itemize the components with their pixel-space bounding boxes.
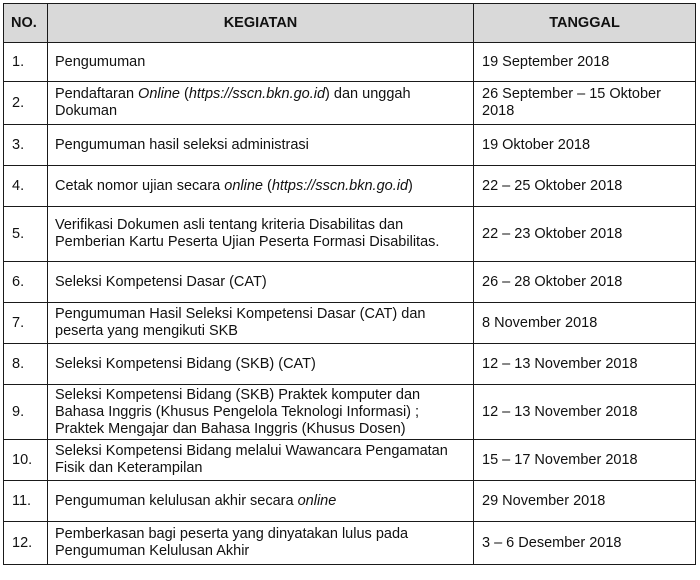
table-row	[4, 82, 696, 125]
row-number: 3.	[4, 125, 48, 166]
kegiatan-text: Pengumuman kelulusan akhir secara	[55, 492, 298, 509]
row-number: 1.	[4, 43, 48, 82]
row-number: 4.	[4, 166, 48, 207]
row-number: 8.	[4, 344, 48, 385]
row-kegiatan	[48, 262, 474, 303]
table-row	[4, 125, 696, 166]
kegiatan-text: ) dan unggah Dokuman	[55, 86, 411, 119]
row-kegiatan	[48, 43, 474, 82]
row-number: 9.	[4, 385, 48, 440]
kegiatan-text: Pemberkasan bagi peserta yang dinyatakan lulus pada Pengumuman Kelulusan Akhir	[55, 526, 409, 559]
table-row	[4, 262, 696, 303]
row-number: 5.	[4, 207, 48, 262]
row-number: 10.	[4, 440, 48, 481]
table-row	[4, 166, 696, 207]
table-row	[4, 440, 696, 481]
kegiatan-italic-text: https://sscn.bkn.go.id	[188, 86, 326, 102]
header-no: NO.	[4, 4, 48, 43]
header-tanggal: TANGGAL	[474, 4, 696, 43]
kegiatan-text: Pengumuman Hasil Seleksi Kompetensi Dasar (CAT) dan peserta yang mengikuti SKB	[55, 306, 426, 339]
row-kegiatan	[48, 125, 474, 166]
row-kegiatan	[48, 385, 474, 440]
kegiatan-italic-text: online	[224, 177, 263, 194]
kegiatan-text: (	[179, 86, 189, 102]
row-tanggal: 12 – 13 November 2018	[474, 344, 696, 385]
kegiatan-text: Pendaftaran	[55, 86, 139, 102]
kegiatan-text: )	[408, 177, 413, 194]
kegiatan-italic-text: https://sscn.bkn.go.id	[271, 177, 409, 194]
table-row	[4, 522, 696, 565]
table-row	[4, 385, 696, 440]
table-row	[4, 43, 696, 82]
kegiatan-text: (	[262, 177, 272, 194]
header-kegiatan: KEGIATAN	[48, 4, 474, 43]
row-tanggal: 26 September – 15 Oktober 2018	[474, 82, 696, 125]
row-kegiatan	[48, 481, 474, 522]
table-row	[4, 481, 696, 522]
kegiatan-text: Seleksi Kompetensi Bidang (SKB) Praktek komputer dan Bahasa Inggris (Khusus Pengelola Teknologi Informasi) ; Praktek Mengajar dan Bahasa Inggris (Khusus Dosen)	[55, 386, 421, 437]
kegiatan-italic-text: online	[297, 492, 337, 509]
table-row	[4, 303, 696, 344]
row-tanggal: 22 – 23 Oktober 2018	[474, 207, 696, 262]
kegiatan-text: Pengumuman	[55, 53, 146, 70]
row-tanggal: 3 – 6 Desember 2018	[474, 522, 696, 565]
row-kegiatan	[48, 303, 474, 344]
row-tanggal: 19 September 2018	[474, 43, 696, 82]
row-tanggal: 12 – 13 November 2018	[474, 385, 696, 440]
row-number: 6.	[4, 262, 48, 303]
kegiatan-text: Seleksi Kompetensi Dasar (CAT)	[55, 273, 267, 290]
row-kegiatan	[48, 440, 474, 481]
table-row	[4, 207, 696, 262]
row-tanggal: 22 – 25 Oktober 2018	[474, 166, 696, 207]
kegiatan-text: Pengumuman hasil seleksi administrasi	[55, 136, 309, 153]
kegiatan-text: Verifikasi Dokumen asli tentang kriteria Disabilitas dan Pemberian Kartu Peserta Ujian Peserta Formasi Disabilitas.	[55, 217, 440, 250]
row-kegiatan	[48, 166, 474, 207]
table-row	[4, 344, 696, 385]
row-tanggal: 26 – 28 Oktober 2018	[474, 262, 696, 303]
kegiatan-italic-text: Online	[138, 86, 180, 102]
kegiatan-text: Cetak nomor ujian secara	[55, 177, 225, 194]
row-number: 7.	[4, 303, 48, 344]
row-kegiatan	[48, 207, 474, 262]
row-tanggal: 29 November 2018	[474, 481, 696, 522]
row-kegiatan	[48, 522, 474, 565]
row-tanggal: 15 – 17 November 2018	[474, 440, 696, 481]
kegiatan-text: Seleksi Kompetensi Bidang (SKB) (CAT)	[55, 355, 316, 372]
row-kegiatan	[48, 344, 474, 385]
row-number: 11.	[4, 481, 48, 522]
row-number: 12.	[4, 522, 48, 565]
schedule-table	[3, 3, 696, 565]
row-kegiatan	[48, 82, 474, 125]
kegiatan-text: Seleksi Kompetensi Bidang melalui Wawancara Pengamatan Fisik dan Keterampilan	[55, 443, 448, 476]
row-tanggal: 8 November 2018	[474, 303, 696, 344]
row-tanggal: 19 Oktober 2018	[474, 125, 696, 166]
row-number: 2.	[4, 82, 48, 125]
header-row	[4, 4, 696, 43]
